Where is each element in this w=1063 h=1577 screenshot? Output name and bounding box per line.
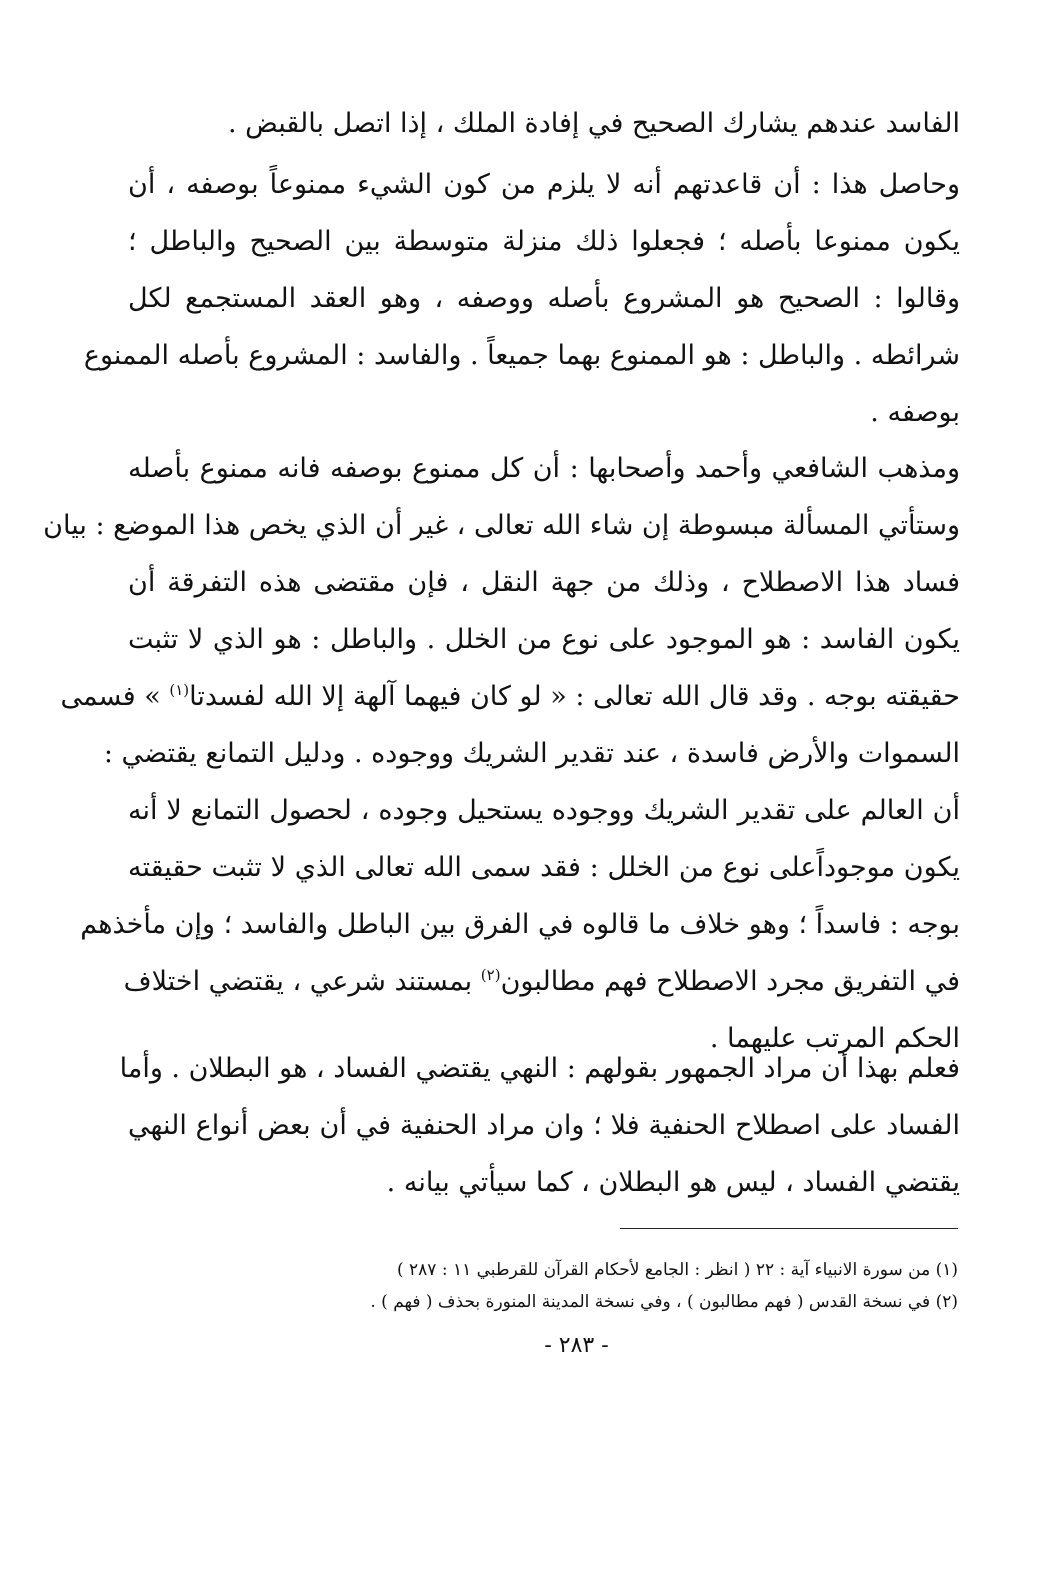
footnote-2: (٢) في نسخة القدس ( فهم مطالبون ) ، وفي نسخة المدينة المنورة بحذف ( فهم ) . (370, 1292, 958, 1312)
text-line: وحاصل هذا : أن قاعدتهم أنه لا يلزم من كون الشيء ممنوعاً بوصفه ، أن (128, 169, 960, 200)
text-line: يكون ممنوعا بأصله ؛ فجعلوا ذلك منزلة متوسطة بين الصحيح والباطل ؛ (128, 226, 960, 257)
footnote-ref-2[interactable]: (٢) (480, 966, 501, 984)
text-line: يقتضي الفساد ، ليس هو البطلان ، كما سيأتي بيانه . (386, 1167, 960, 1198)
verse-quote: حقيقته بوجه . وقد قال الله تعالى : « لو كان فيهما آلهة إلا الله لفسدتا (189, 681, 960, 712)
text-continuation: بمستند شرعي ، يقتضي اختلاف (123, 966, 473, 997)
text-line: الفاسد عندهم يشارك الصحيح في إفادة الملك ، إذا اتصل بالقبض . (227, 108, 960, 139)
text-line: بوصفه . (870, 397, 960, 428)
text-line: يكون موجوداًعلى نوع من الخلل : فقد سمى الله تعالى الذي لا تثبت حقيقته (128, 852, 960, 883)
text-line: الحكم المرتب عليهما . (709, 1023, 960, 1054)
paragraph-2 (83, 156, 960, 441)
page-number: - ٢٨٣ - (544, 1333, 609, 1358)
text-line: وقالوا : الصحيح هو المشروع بأصله ووصفه ، وهو العقد المستجمع لكل (128, 283, 960, 314)
text-line-with-footnote-ref (123, 953, 960, 1010)
paragraph-1 (128, 95, 960, 152)
text-line: شرائطه . والباطل : هو الممنوع بهما جميعاً . والفاسد : المشروع بأصله الممنوع (83, 340, 960, 371)
text-segment: في التفريق مجرد الاصطلاح فهم مطالبون (500, 966, 960, 997)
text-continuation: » فسمى (60, 681, 161, 712)
text-line-with-footnote-ref (60, 668, 960, 725)
text-line: بوجه : فاسداً ؛ وهو خلاف ما قالوه في الفرق بين الباطل والفاسد ؛ وإن مأخذهم (80, 909, 960, 940)
text-line: ومذهب الشافعي وأحمد وأصحابها : أن كل ممنوع بوصفه فانه ممنوع بأصله (128, 453, 960, 484)
text-line: السموات والأرض فاسدة ، عند تقدير الشريك ووجوده . ودليل التمانع يقتضي : (103, 738, 960, 769)
text-line: يكون الفاسد : هو الموجود على نوع من الخلل . والباطل : هو الذي لا تثبت (128, 624, 960, 655)
paragraph-3 (43, 440, 960, 1067)
footnote-1: (١) من سورة الانبياء آية : ٢٢ ( انظر : الجامع لأحكام القرآن للقرطبي ١١ : ٢٨٧ ) (396, 1260, 958, 1280)
footnotes (300, 1254, 958, 1318)
footnote-divider (620, 1228, 958, 1229)
text-line: الفساد على اصطلاح الحنفية فلا ؛ وان مراد الحنفية في أن بعض أنواع النهي (128, 1110, 960, 1141)
text-line: فعلم بهذا أن مراد الجمهور بقولهم : النهي يقتضي الفساد ، هو البطلان . وأما (119, 1053, 960, 1084)
paragraph-4 (119, 1040, 960, 1211)
text-line: أن العالم على تقدير الشريك ووجوده يستحيل وجوده ، لحصول التمانع لا أنه (128, 795, 960, 826)
text-line: فساد هذا الاصطلاح ، وذلك من جهة النقل ، فإن مقتضى هذه التفرقة أن (128, 567, 960, 598)
text-line: وستأتي المسألة مبسوطة إن شاء الله تعالى ، غير أن الذي يخص هذا الموضع : بيان (43, 510, 960, 541)
footnote-ref-1[interactable]: (١) (169, 681, 190, 699)
